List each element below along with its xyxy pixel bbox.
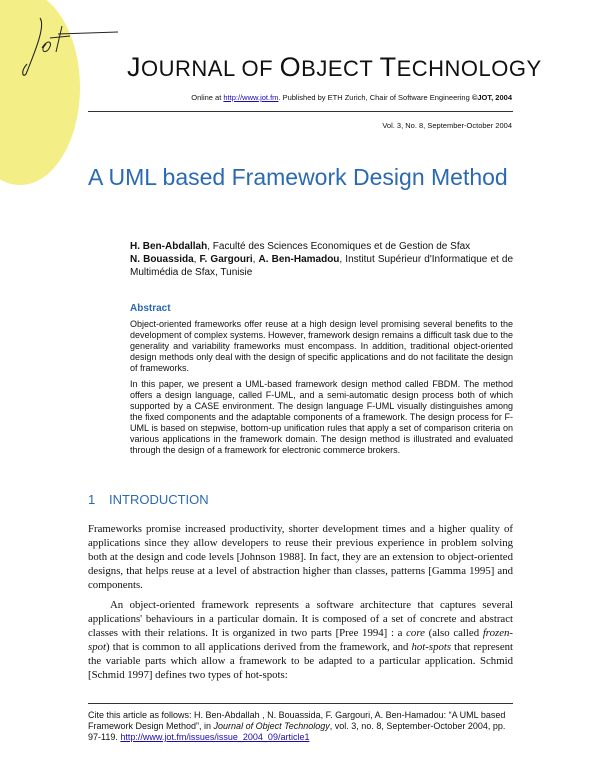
body-paragraph: Frameworks promise increased productivity, shorter development times and a higher quality of applications since they allow developers to reuse their previous experience in problem solving both at the design and code levels [Johnson 1988]. In fact, they are an extension to object-oriented designs, that helps reuse at a level of abstraction higher than classes, patterns [Gamma 1995] and components. bbox=[88, 523, 513, 591]
abstract-heading: Abstract bbox=[130, 303, 171, 314]
journal-url-link[interactable]: http://www.jot.fm bbox=[223, 93, 279, 102]
author-block bbox=[130, 240, 513, 279]
section-heading: 1 INTRODUCTION bbox=[88, 492, 209, 507]
footer-divider bbox=[88, 703, 513, 704]
jot-logo-icon bbox=[18, 12, 118, 80]
abstract-paragraph: Object-oriented frameworks offer reuse at a high design level promising several benefits to the development of complex systems. However, framework design remains a difficult task due to the generality and variability frameworks must encompass. In addition, traditional object-oriented design methods only deal with the design of specific applications and do not facilitate the design of frameworks. bbox=[130, 319, 514, 373]
journal-title: JOURNAL OF OBJECT TECHNOLOGY bbox=[127, 52, 542, 82]
publication-info: Online at http://www.jot.fm. Published by ETH Zurich, Chair of Software Engineering ©JOT, 2004 bbox=[191, 93, 512, 102]
abstract-paragraph: In this paper, we present a UML-based framework design method called FBDM. The method offers a design language, called F-UML, and a semi-automatic design process both of which supported by a CASE environment. The design language F-UML visually distinguishes among the fixed components and the adaptable components of a framework. The design process for F-UML is based on stepwise, bottom-up unification rules that apply a set of comparison criteria on various applications in the framework domain. The design method is illustrated and evaluated through the design of a framework for electronic commerce brokers. bbox=[130, 379, 513, 455]
article-url-link[interactable]: http://www.jot.fm/issues/issue_2004_09/article1 bbox=[120, 732, 310, 742]
body-text bbox=[88, 522, 513, 688]
citation-block: Cite this article as follows: H. Ben-Abdallah , N. Bouassida, F. Gargouri, A. Ben-Hamadou: “A UML based Framework Design Method”, in Journal of Object Technology, vol. 3, no. 8, September-October 2004, pp. 97-119. http://www.jot.fm/issues/issue_2004_09/article1 bbox=[88, 710, 506, 742]
author-line: H. Ben-Abdallah, Faculté des Sciences Economiques et de Gestion de Sfax bbox=[130, 241, 471, 252]
body-paragraph: An object-oriented framework represents a software architecture that captures several applications' behaviours in a particular domain. It is composed of a set of concrete and abstract classes with their relations. It is organized in two parts [Pree 1994] : a core (also called frozen-spot) that is common to all applications derived from the framework, and hot-spots that represent the variable parts which allow a framework to be adapted to a particular application. Schmid [Schmid 1997] defines two types of hot-spots: bbox=[88, 599, 514, 681]
abstract-body bbox=[130, 319, 513, 461]
header-divider bbox=[88, 111, 513, 112]
author-line: N. Bouassida, F. Gargouri, A. Ben-Hamadou, Institut Supérieur d'Informatique et de Multimédia de Sfax, Tunisie bbox=[130, 254, 513, 278]
paper-title: A UML based Framework Design Method bbox=[88, 164, 508, 190]
volume-info: Vol. 3, No. 8, September-October 2004 bbox=[382, 121, 512, 130]
